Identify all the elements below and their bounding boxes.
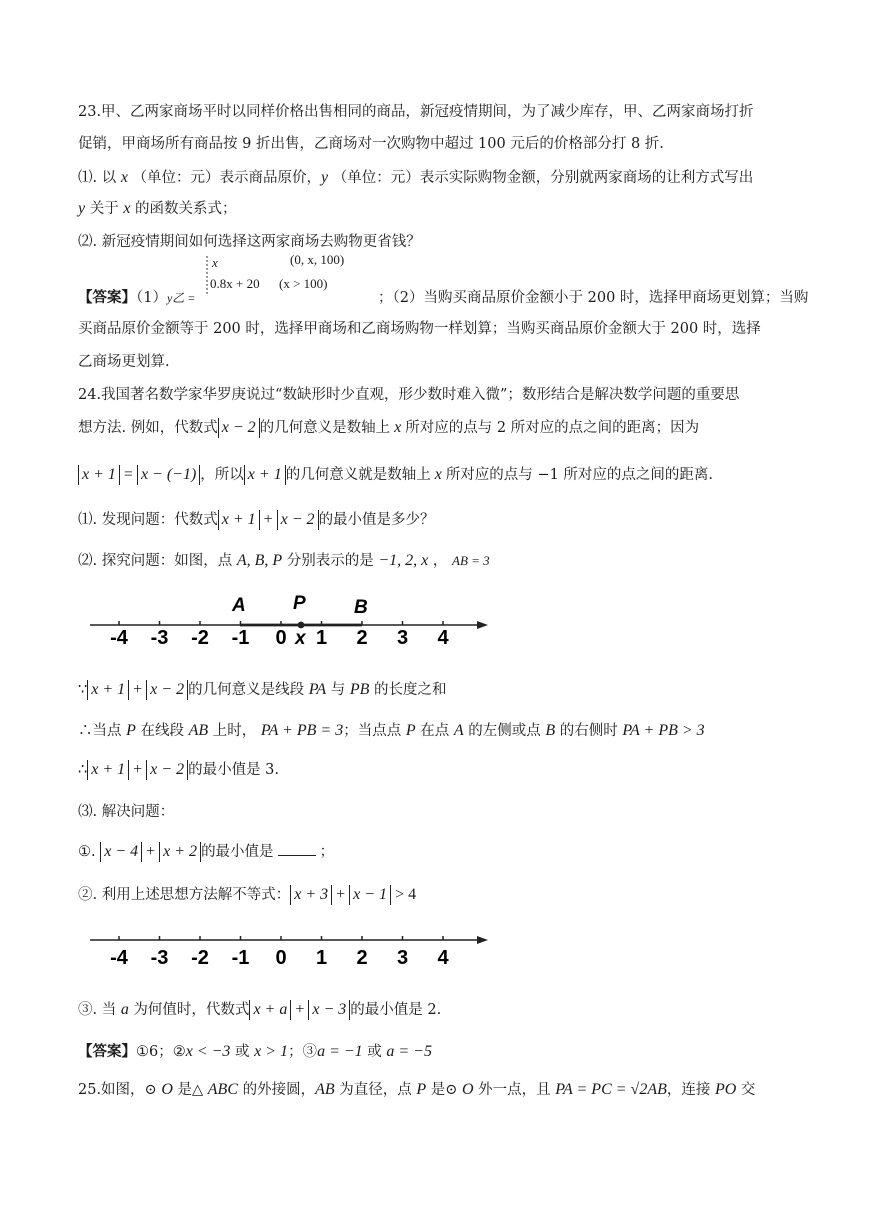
label-p: P — [293, 593, 306, 614]
tick-label: -1 — [231, 627, 250, 649]
answer-blank — [278, 841, 316, 856]
piece-1: x — [212, 255, 218, 270]
q24-sub-1: ⑴. 发现问题：代数式 x + 1 + x − 2 的最小值是多少？ — [78, 511, 435, 528]
q23-line-2: 促销，甲商场所有商品按 9 折出售，乙商场对一次购物中超过 100 元后的价格部分打 8 折. — [78, 136, 664, 152]
q24-case-1: ①. x − 4 + x + 2 的最小值是 ； — [78, 843, 335, 860]
number-line-1 — [82, 590, 494, 650]
label-b: B — [354, 597, 368, 618]
tick-label: 0 — [275, 627, 287, 649]
piece-2-cond: (x > 100) — [279, 276, 328, 291]
q24-reason-3: ∴ x + 1 + x − 2 的最小值是 3. — [78, 761, 280, 778]
tick-label: -3 — [150, 627, 169, 649]
tick-label: 4 — [437, 947, 449, 969]
tick-label: -3 — [150, 947, 169, 969]
q24-line-2: 想方法. 例如，代数式 x − 2 的几何意义是数轴上 x 所对应的点与 2 所对应的点之间的距离；因为 — [78, 419, 700, 436]
arrow-icon — [477, 936, 488, 944]
q23-answer-line-3: 乙商场更划算. — [78, 354, 170, 370]
tick-label: 4 — [437, 627, 449, 649]
tick-label: -2 — [191, 947, 209, 969]
q23-line-1: 23.甲、乙两家商场平时以同样价格出售相同的商品，新冠疫情期间，为了减少库存，甲、乙两家商场打折 — [78, 104, 754, 120]
tick-label: 1 — [315, 947, 328, 969]
q24-answer: 【答案】①6；②x < −3 或 x > 1；③a = −1 或 a = −5 — [78, 1043, 432, 1060]
tick-label: -1 — [231, 947, 250, 969]
tick-label: 2 — [356, 947, 368, 969]
q24-reason-1: ∵ x + 1 + x − 2 的几何意义是线段 PA 与 PB 的长度之和 — [78, 681, 447, 698]
q24-sub-2: ⑵. 探究问题：如图，点 A, B, P 分别表示的是 −1, 2, x ， AB = 3 — [78, 552, 490, 569]
tick-label: 3 — [396, 627, 409, 649]
tick-label: 1 — [315, 627, 328, 649]
tick-label: -4 — [110, 627, 128, 649]
tick-labels — [110, 936, 449, 969]
q24-sub-3: ⑶. 解决问题： — [78, 804, 175, 820]
tick-label: 2 — [356, 627, 368, 649]
label-x: x — [295, 628, 306, 649]
q24-line-1: 24.我国著名数学家华罗庚说过“数缺形时少直观，形少数时难入微”；数形结合是解决数学问题的重要思 — [78, 387, 740, 403]
tick-label: -4 — [110, 947, 128, 969]
tick-label: 0 — [275, 947, 287, 969]
q25-line-1: 25.如图，⊙ O 是△ ABC 的外接圆，AB 为直径，点 P 是⊙ O 外一点，且 PA = PC = √2AB，连接 PO 交 — [78, 1081, 756, 1098]
q23-answer-line-2: 买商品原价金额等于 200 时，选择甲商场和乙商场购物一样划算；当购买商品原价金额大于 200 时，选择 — [78, 321, 761, 337]
piece-2: 0.8x + 20 — [210, 276, 260, 291]
q23-answer: 【答案】（1）y乙 = ；（2）当购买商品原价金额小于 200 时，选择甲商场更划算；当购 — [78, 289, 809, 306]
q23-part-2: ⑵. 新冠疫情期间如何选择这两家商场去购物更省钱？ — [78, 234, 421, 250]
arrow-icon — [477, 621, 488, 629]
tick-label: -2 — [191, 627, 209, 649]
tick-label: 3 — [396, 947, 409, 969]
label-a: A — [232, 595, 246, 616]
q24-case-3: ③. 当 a 为何值时，代数式 x + a + x − 3 的最小值是 2. — [78, 1001, 442, 1018]
q24-case-2: ②. 利用上述思想方法解不等式： x + 3 + x − 1 > 4 — [78, 886, 417, 903]
q23-part-1-cont: y 关于 x 的函数关系式； — [78, 200, 237, 217]
q24-line-3: x + 1 = x − (−1) ，所以 x + 1 的几何意义就是数轴上 x 所对应的点与 −1 所对应的点之间的距离. — [78, 465, 713, 485]
piece-1-cond: (0, x, 100) — [290, 252, 345, 267]
number-line-2 — [82, 925, 494, 969]
q24-reason-2: ∴当点 P 在线段 AB 上时， PA + PB = 3；当点点 P 在点 A 的左侧或点 B 的右侧时 PA + PB > 3 — [78, 722, 705, 739]
q23-part-1: ⑴. 以 x （单位：元）表示商品原价，y （单位：元）表示实际购物金额，分别就两家商场的让利方式写出 — [78, 169, 754, 186]
